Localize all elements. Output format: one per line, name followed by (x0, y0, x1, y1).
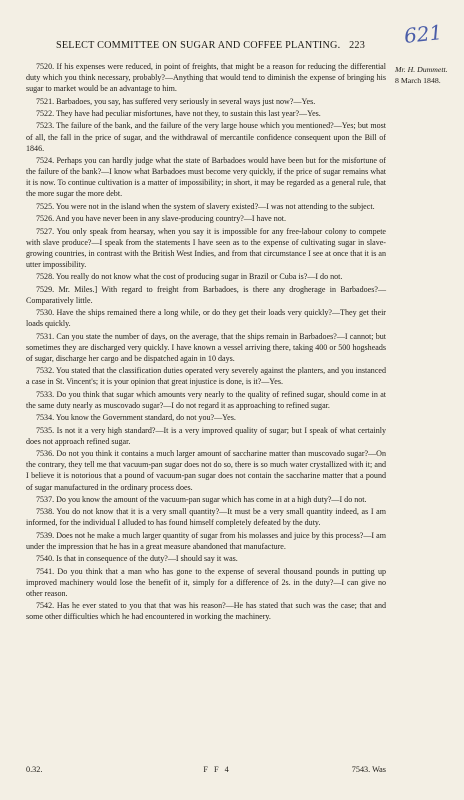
question-answer-paragraph: 7527. You only speak from hearsay, when you say it is impossible for any free-labour colony to compete with slave produce?—I speak from the statements I have seen as to the expense of cultivating sugar in slave-growing countries, in contrast with the British West Indies, and from that circumstance I see at once that it is an utter impossibility. (26, 226, 386, 269)
question-answer-paragraph: 7526. And you have never been in any slave-producing country?—I have not. (36, 214, 287, 224)
question-answer-paragraph: 7535. Is not it a very high standard?—It is a very improved quality of sugar; but I speak of what certainly does not approach refined sugar. (26, 425, 386, 446)
page-footer (26, 765, 386, 774)
question-answer-paragraph: 7523. The failure of the bank, and the failure of the very large house which you mentioned?—Yes; but most of all, the fall in the price of sugar, and the withdrawal of mercantile confidence consequent upon the Bill of 1846. (26, 121, 386, 153)
page-number: 223 (349, 40, 366, 51)
footer-left: 0.32. (26, 765, 43, 774)
question-answer-paragraph: 7538. You do not know that it is a very small quantity?—It must be a very small quantity indeed, as I am informed, for the individual I alluded to has found himself completely defeated by the duty. (26, 507, 386, 528)
question-answer-paragraph: 7539. Does not he make a much larger quantity of sugar from his molasses and juice by this process?—I am under the impression that he has in a great measure abandoned that manufacture. (26, 530, 386, 551)
question-answer-paragraph: 7529. Mr. Miles.] With regard to freight from Barbadoes, is there any drogherage in Barbadoes?—Comparatively little. (26, 284, 386, 305)
testimony-body (26, 61, 386, 624)
question-answer-paragraph: 7520. If his expenses were reduced, in point of freights, that might be a reason for reducing the differential duty which you think necessary, probably?—Anything that would tend to diminish the expense of bringing his sugar to market would be an advantage to him. (26, 62, 386, 94)
question-answer-paragraph: 7522. They have had peculiar misfortunes, have not they, to sustain this last year?—Yes. (36, 109, 321, 118)
witness-name: Mr. H. Dummett. (395, 65, 448, 74)
header-title: SELECT COMMITTEE ON SUGAR AND COFFEE PLANTING. (56, 40, 341, 51)
question-answer-paragraph: 7531. Can you state the number of days, on the average, that the ships remain in Barbadoes?—I cannot; but sometimes they are discharged very quickly. I have known a vessel arriving there, taking 400 or 500 hogsheads of sugar, discharge her cargo and be dispatched again in 10 days. (26, 331, 386, 363)
witness-date: 8 March 1848. (395, 76, 441, 85)
question-answer-paragraph: 7536. Do not you think it contains a much larger amount of saccharine matter than muscovado sugar?—On the contrary, they tell me that vacuum-pan sugar does not do so, there is so much water crystallized with it; and I believe it is notorious that a pound of vacuum-pan sugar does not contain the saccharine matter that a pound of sugar manufactured in the ordinary process does. (26, 449, 386, 492)
question-answer-paragraph: 7537. Do you know the amount of the vacuum-pan sugar which has come in at a high duty?—I do not. (36, 494, 367, 504)
question-answer-paragraph: 7534. You know the Government standard, do not you?—Yes. (36, 413, 236, 423)
margin-note (395, 64, 461, 86)
question-answer-paragraph: 7542. Has he ever stated to you that that was his reason?—He has stated that such was the case; that and some other difficulties which he had encountered in working the machinery. (26, 601, 386, 622)
question-answer-paragraph: 7541. Do you think that a man who has gone to the expense of several thousand pounds in putting up improved machinery would lose the benefit of it, simply for a difference of 2s. in the duty?—I can give no other reason. (26, 566, 386, 598)
question-answer-paragraph: 7540. Is that in consequence of the duty?—I should say it was. (36, 554, 238, 564)
question-answer-paragraph: 7524. Perhaps you can hardly judge what the state of Barbadoes would have been but for the misfortune of the failure of the bank?—I know what Barbadoes must become very quickly, if the price of sugar remains what it is now. To continue cultivation is a matter of impossibility; in short, it may be regarded as a general rule, that the more sugar the more debt. (26, 156, 386, 199)
catchword: 7543. Was (351, 765, 386, 774)
question-answer-paragraph: 7521. Barbadoes, you say, has suffered very seriously in several ways just now?—Yes. (36, 96, 316, 106)
question-answer-paragraph: 7528. You really do not know what the cost of producing sugar in Brazil or Cuba is?—I do not. (36, 272, 343, 282)
question-answer-paragraph: 7530. Have the ships remained there a long while, or do they get their loads very quickly?—They get their loads quickly. (26, 308, 386, 329)
question-answer-paragraph: 7533. Do you think that sugar which amounts very nearly to the quality of refined sugar, should come in at the same duty nearly as muscovado sugar?—I do not regard it as approaching to refined sugar. (26, 389, 386, 410)
question-answer-paragraph: 7525. You were not in the island when the system of slavery existed?—I was not attending to the subject. (36, 201, 375, 211)
running-header (56, 40, 386, 51)
signature-mark: F F 4 (203, 765, 231, 774)
question-answer-paragraph: 7532. You stated that the classification duties operated very severely against the planters, and you instanced a case in St. Vincent's; it is your opinion that great injustice is done, is it?—Yes. (26, 366, 386, 387)
handwritten-folio-number: 621 (402, 20, 444, 48)
